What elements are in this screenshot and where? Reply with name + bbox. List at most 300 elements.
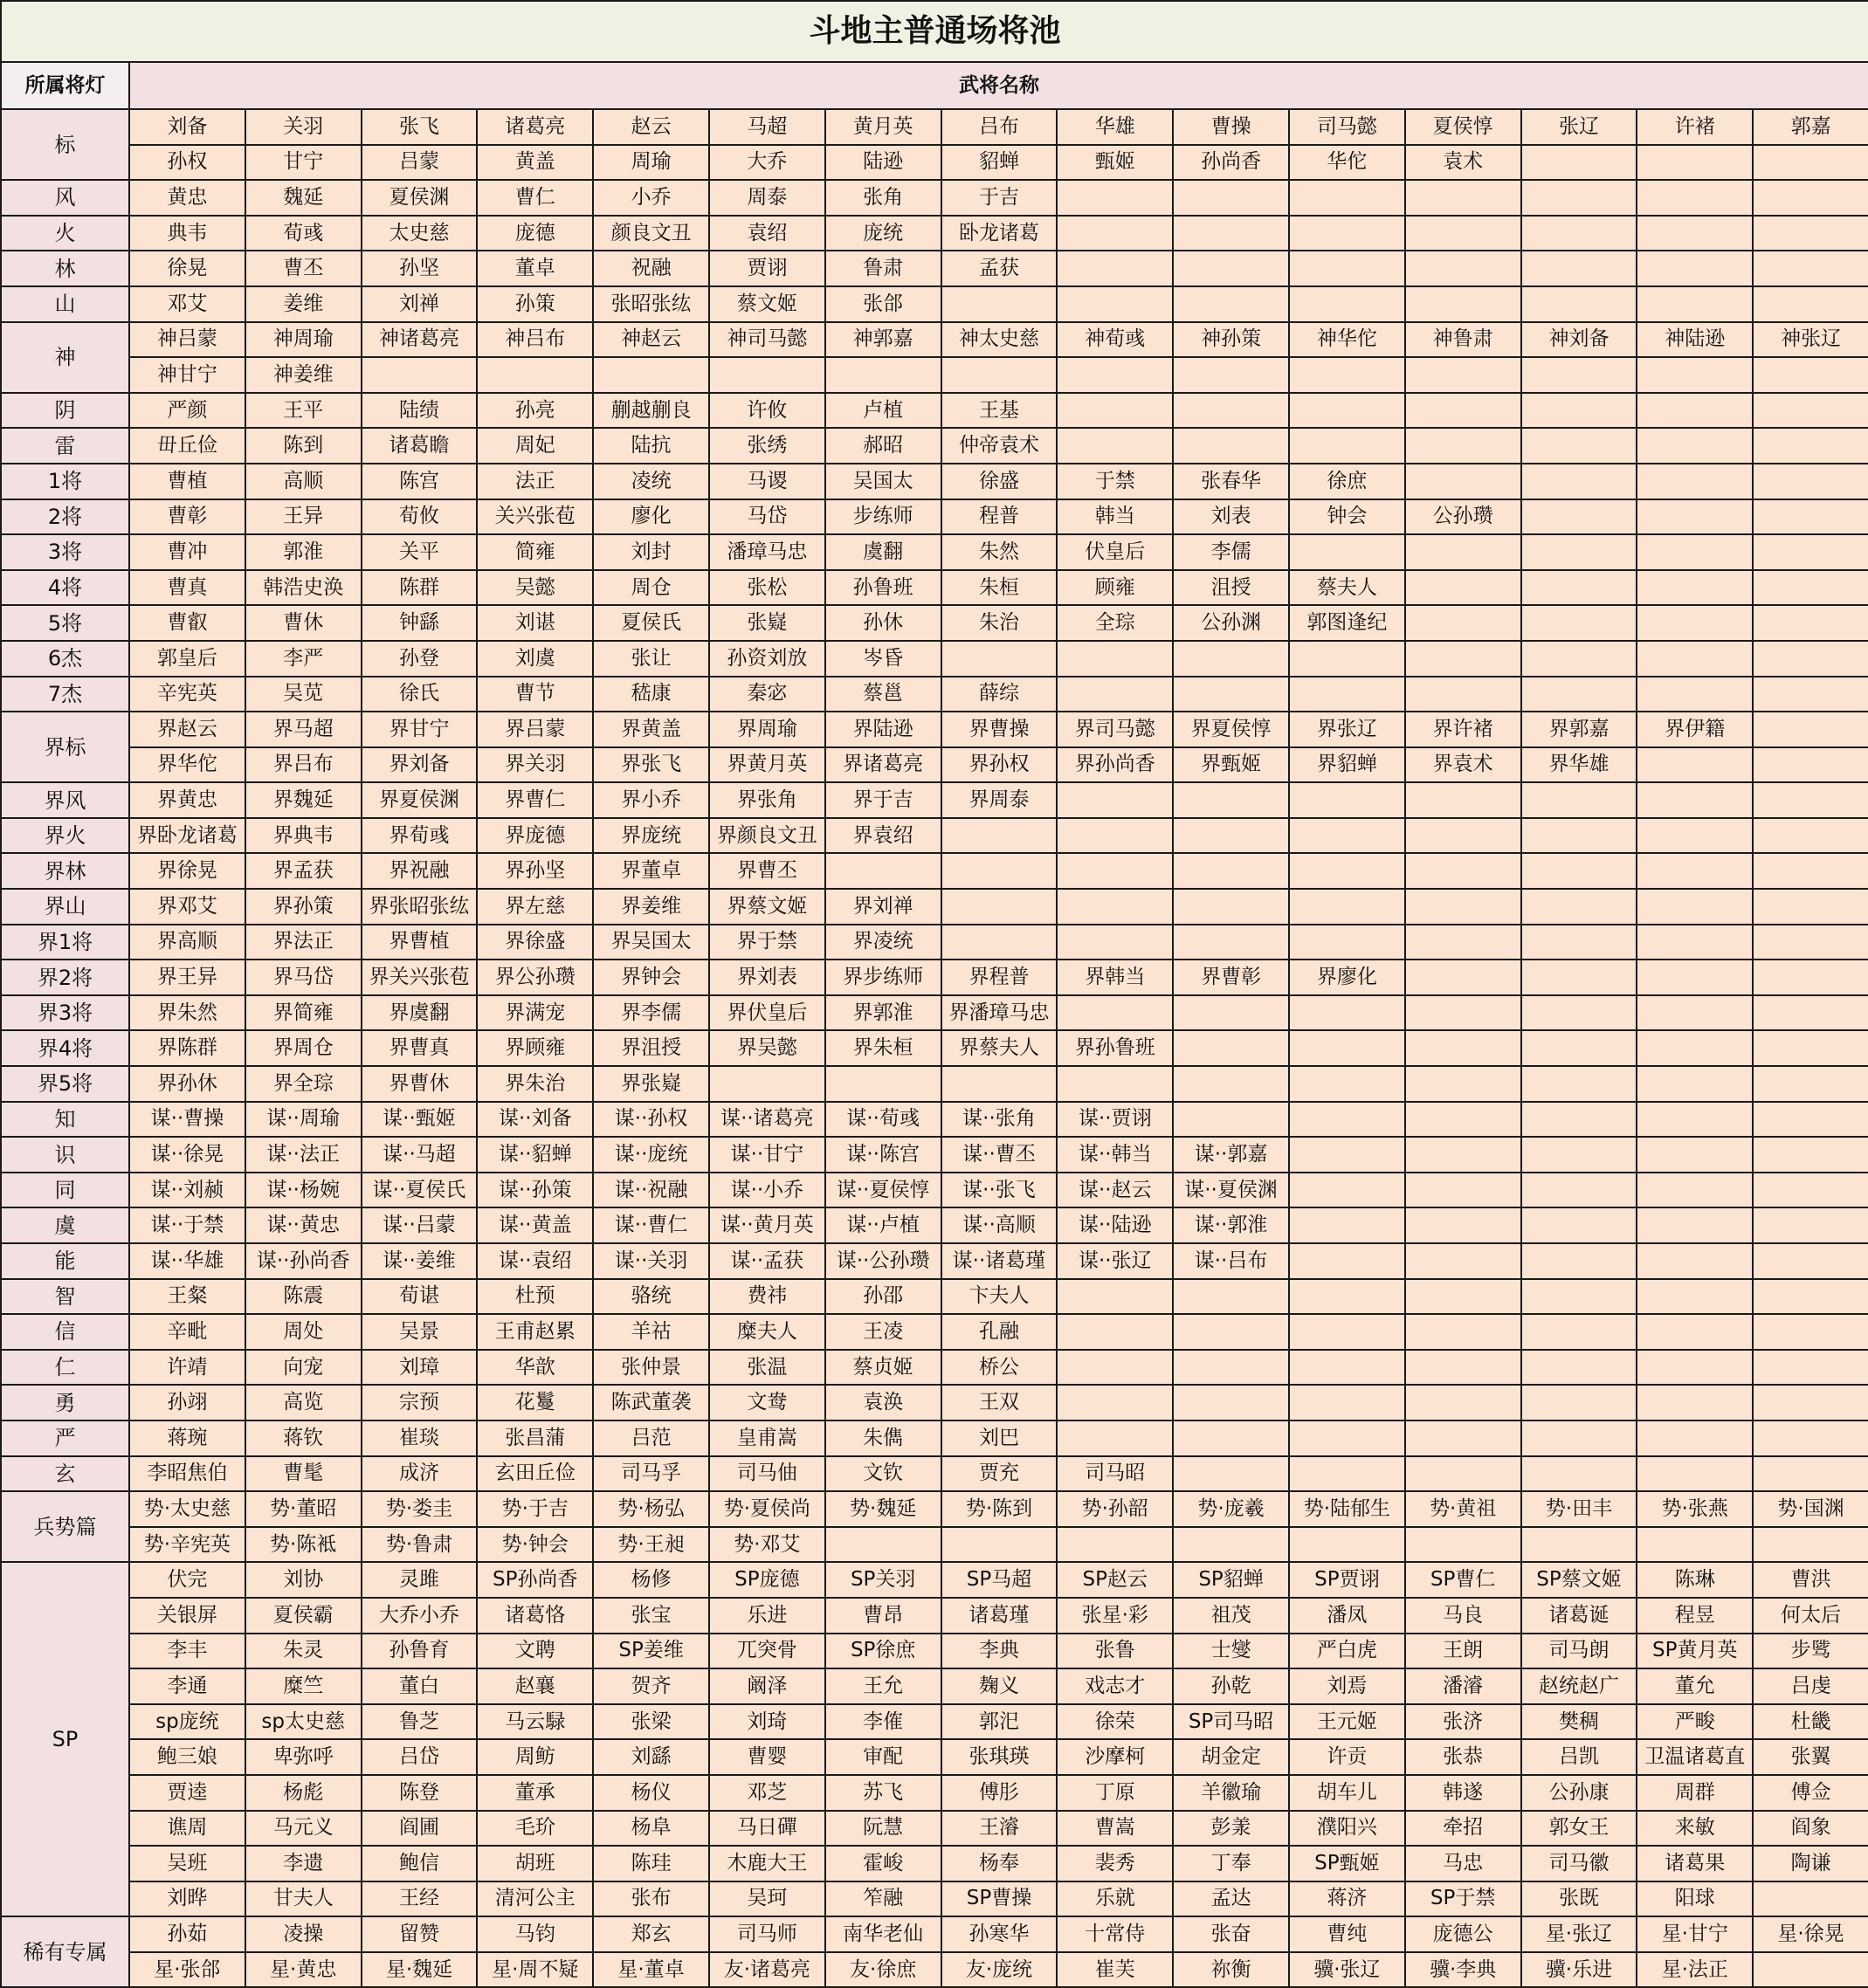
general-cell: 张仲景: [593, 1350, 709, 1386]
general-cell: 神甘宁: [129, 357, 245, 393]
general-cell: 钟会: [1289, 499, 1405, 535]
general-cell: [1057, 889, 1173, 925]
general-cell: 颜良文丑: [593, 216, 709, 251]
general-cell: 谋··华雄: [129, 1243, 245, 1279]
general-cell: 刘虞: [477, 641, 593, 677]
general-cell: [1173, 180, 1289, 216]
general-cell: [1521, 1207, 1637, 1243]
table-row: [1, 1846, 1868, 1881]
general-cell: [1637, 889, 1753, 925]
general-cell: [1521, 1137, 1637, 1173]
general-cell: 吕凯: [1521, 1739, 1637, 1775]
general-cell: 界凌统: [825, 925, 941, 960]
general-cell: [1521, 534, 1637, 570]
general-cell: 曹昂: [825, 1598, 941, 1634]
general-cell: [1289, 1102, 1405, 1138]
general-cell: 界蔡文姬: [709, 889, 825, 925]
table-row: [1, 1739, 1868, 1775]
general-cell: 徐盛: [941, 464, 1058, 499]
general-cell: [1521, 428, 1637, 464]
table-row: [1, 1634, 1868, 1669]
general-cell: [1753, 1385, 1868, 1420]
general-cell: 贾逵: [129, 1775, 245, 1811]
general-cell: [1405, 1243, 1521, 1279]
general-cell: 贾诩: [709, 251, 825, 286]
general-cell: [1173, 995, 1289, 1031]
table-row: [1, 499, 1868, 535]
general-cell: 花鬘: [477, 1385, 593, 1420]
general-cell: 王异: [245, 499, 362, 535]
general-cell: 关银屏: [129, 1598, 245, 1634]
general-cell: 邓芝: [709, 1775, 825, 1811]
general-cell: 曹纯: [1289, 1916, 1405, 1952]
general-cell: 星·周不疑: [477, 1952, 593, 1988]
general-cell: 谋··张飞: [941, 1173, 1058, 1208]
general-cell: [1637, 393, 1753, 429]
general-cell: 张鲁: [1057, 1634, 1173, 1669]
general-cell: 士燮: [1173, 1634, 1289, 1669]
general-cell: [1173, 1350, 1289, 1386]
general-cell: 诸葛果: [1637, 1846, 1753, 1881]
general-cell: 谋··黄忠: [245, 1207, 362, 1243]
general-cell: [1753, 712, 1868, 747]
general-cell: 界甄姬: [1173, 747, 1289, 783]
general-cell: 蒋济: [1289, 1881, 1405, 1917]
general-cell: [1173, 393, 1289, 429]
general-cell: 界貂蝉: [1289, 747, 1405, 783]
sheet-title: 斗地主普通场将池: [1, 1, 1868, 62]
general-cell: [1637, 995, 1753, 1031]
general-cell: 傅佥: [1753, 1775, 1868, 1811]
general-cell: [1405, 251, 1521, 286]
group-label: 信: [1, 1314, 129, 1350]
general-cell: [1405, 428, 1521, 464]
general-cell: 李儒: [1173, 534, 1289, 570]
general-cell: [1521, 1279, 1637, 1315]
general-cell: 谋··甄姬: [362, 1102, 478, 1138]
general-cell: 朱治: [941, 605, 1058, 641]
general-cell: 马云騄: [477, 1704, 593, 1740]
general-cell: 张郃: [825, 286, 941, 322]
general-cell: [1173, 1030, 1289, 1066]
table-row: [1, 1279, 1868, 1315]
general-cell: [1173, 428, 1289, 464]
table-row: [1, 464, 1868, 499]
general-cell: 刘表: [1173, 499, 1289, 535]
general-cell: 界魏延: [245, 782, 362, 818]
general-cell: [1753, 428, 1868, 464]
general-cell: [1753, 1207, 1868, 1243]
table-row: [1, 357, 1868, 393]
general-cell: 张辽: [1521, 109, 1637, 145]
general-cell: 曹仁: [477, 180, 593, 216]
general-cell: 糜竺: [245, 1668, 362, 1704]
table-row: [1, 1527, 1868, 1563]
general-cell: 沮授: [1173, 570, 1289, 606]
table-row: [1, 1491, 1868, 1527]
general-cell: 界黄盖: [593, 712, 709, 747]
general-cell: 界荀彧: [362, 818, 478, 854]
general-cell: 谋··甘宁: [709, 1137, 825, 1173]
general-cell: 清河公主: [477, 1881, 593, 1917]
general-cell: [1521, 925, 1637, 960]
general-cell: 界许褚: [1405, 712, 1521, 747]
general-cell: 界李儒: [593, 995, 709, 1031]
general-cell: 廖化: [593, 499, 709, 535]
table-row: [1, 1881, 1868, 1917]
general-cell: 界孟获: [245, 853, 362, 889]
general-cell: 界满宠: [477, 995, 593, 1031]
general-cell: 黄忠: [129, 180, 245, 216]
general-cell: 马谡: [709, 464, 825, 499]
general-cell: [1173, 677, 1289, 712]
general-cell: 费祎: [709, 1279, 825, 1315]
general-cell: [1753, 1314, 1868, 1350]
general-cell: 姜维: [245, 286, 362, 322]
general-cell: [1753, 216, 1868, 251]
table-row: [1, 1314, 1868, 1350]
general-cell: 友·庞统: [941, 1952, 1058, 1988]
group-label: 同: [1, 1173, 129, 1208]
general-cell: [1637, 1030, 1753, 1066]
general-cell: 吴珂: [709, 1881, 825, 1917]
general-cell: 界袁绍: [825, 818, 941, 854]
table-row: [1, 1916, 1868, 1952]
general-cell: 谋··吕蒙: [362, 1207, 478, 1243]
general-cell: 辛毗: [129, 1314, 245, 1350]
general-cell: [1521, 216, 1637, 251]
general-cell: 李严: [245, 641, 362, 677]
general-cell: 吕岱: [362, 1739, 478, 1775]
general-cell: 势·辛宪英: [129, 1527, 245, 1563]
general-cell: [1753, 1420, 1868, 1456]
general-cell: 神太史慈: [941, 322, 1058, 358]
general-cell: 祝融: [593, 251, 709, 286]
general-cell: 周妃: [477, 428, 593, 464]
general-cell: 卢植: [825, 393, 941, 429]
general-cell: 界黄忠: [129, 782, 245, 818]
general-cell: 祖茂: [1173, 1598, 1289, 1634]
general-cell: 陈群: [362, 570, 478, 606]
general-cell: 界司马懿: [1057, 712, 1173, 747]
general-cell: 王基: [941, 393, 1058, 429]
general-cell: [1289, 818, 1405, 854]
general-cell: [1173, 1385, 1289, 1420]
general-cell: 孙休: [825, 605, 941, 641]
general-cell: 孙茹: [129, 1916, 245, 1952]
group-label: 界1将: [1, 925, 129, 960]
general-cell: 谋··于禁: [129, 1207, 245, 1243]
general-cell: [1173, 853, 1289, 889]
general-cell: 谋··郭嘉: [1173, 1137, 1289, 1173]
general-cell: 谋··周瑜: [245, 1102, 362, 1138]
general-cell: [1753, 1030, 1868, 1066]
general-cell: [1289, 216, 1405, 251]
general-cell: 界曹彰: [1173, 960, 1289, 995]
general-cell: 朱然: [941, 534, 1058, 570]
general-cell: 于吉: [941, 180, 1058, 216]
general-cell: 司马伷: [709, 1456, 825, 1492]
general-cell: 袁术: [1405, 145, 1521, 181]
general-cell: 界刘备: [362, 747, 478, 783]
group-label: 神: [1, 322, 129, 393]
general-cell: 界曹丕: [709, 853, 825, 889]
general-cell: SP徐庶: [825, 1634, 941, 1669]
general-cell: 神张辽: [1753, 322, 1868, 358]
general-cell: [1637, 1243, 1753, 1279]
general-cell: 界袁术: [1405, 747, 1521, 783]
general-cell: 界吕蒙: [477, 712, 593, 747]
general-cell: 灵雎: [362, 1562, 478, 1598]
general-cell: [1753, 1279, 1868, 1315]
general-cell: 赵云: [593, 109, 709, 145]
general-cell: 周泰: [709, 180, 825, 216]
general-cell: [1173, 1456, 1289, 1492]
general-cell: [1405, 1385, 1521, 1420]
general-cell: 界孙休: [129, 1066, 245, 1102]
general-cell: 界关兴张苞: [362, 960, 478, 995]
general-cell: 界董卓: [593, 853, 709, 889]
general-cell: [1753, 1350, 1868, 1386]
general-cell: 嵇康: [593, 677, 709, 712]
general-cell: 南华老仙: [825, 1916, 941, 1952]
general-cell: 曹冲: [129, 534, 245, 570]
general-cell: 界颜良文丑: [709, 818, 825, 854]
group-label: 2将: [1, 499, 129, 535]
general-cell: [1637, 1385, 1753, 1420]
general-cell: 刘焉: [1289, 1668, 1405, 1704]
general-cell: 薛综: [941, 677, 1058, 712]
group-label: 6杰: [1, 641, 129, 677]
general-cell: 伏皇后: [1057, 534, 1173, 570]
general-cell: 曹彰: [129, 499, 245, 535]
general-cell: [1057, 818, 1173, 854]
general-cell: [1637, 428, 1753, 464]
general-cell: [1521, 570, 1637, 606]
table-row: [1, 1385, 1868, 1420]
general-cell: 界周瑜: [709, 712, 825, 747]
general-cell: [1289, 1456, 1405, 1492]
general-cell: 谋··韩当: [1057, 1137, 1173, 1173]
group-label: 兵势篇: [1, 1491, 129, 1562]
general-cell: [1173, 286, 1289, 322]
general-cell: [1405, 1102, 1521, 1138]
general-cell: 濮阳兴: [1289, 1811, 1405, 1847]
general-cell: 何太后: [1753, 1598, 1868, 1634]
general-cell: 谋··徐晃: [129, 1137, 245, 1173]
general-cell: 界简雍: [245, 995, 362, 1031]
general-cell: 势·董昭: [245, 1491, 362, 1527]
general-cell: 界祝融: [362, 853, 478, 889]
general-cell: [1289, 889, 1405, 925]
general-cell: 太史慈: [362, 216, 478, 251]
general-cell: [1637, 641, 1753, 677]
general-cell: 孙策: [477, 286, 593, 322]
general-cell: [1405, 677, 1521, 712]
general-cell: 糜夫人: [709, 1314, 825, 1350]
general-cell: 星·张郃: [129, 1952, 245, 1988]
general-cell: 谋··黄月英: [709, 1207, 825, 1243]
general-cell: SP曹仁: [1405, 1562, 1521, 1598]
group-label: SP: [1, 1562, 129, 1916]
table-row: [1, 889, 1868, 925]
table-row: [1, 1811, 1868, 1847]
general-cell: 曹嵩: [1057, 1811, 1173, 1847]
general-cell: 界曹植: [362, 925, 478, 960]
general-cell: 陈宫: [362, 464, 478, 499]
general-cell: 王元姬: [1289, 1704, 1405, 1740]
general-cell: [1753, 1456, 1868, 1492]
group-label: 仁: [1, 1350, 129, 1386]
general-cell: [1057, 428, 1173, 464]
general-cell: 刘备: [129, 109, 245, 145]
general-cell: 曹真: [129, 570, 245, 606]
general-cell: 界华佗: [129, 747, 245, 783]
general-cell: [1637, 1137, 1753, 1173]
general-cell: 曹髦: [245, 1456, 362, 1492]
general-cell: 界孙权: [941, 747, 1058, 783]
general-cell: 司马朗: [1521, 1634, 1637, 1669]
general-cell: [1405, 605, 1521, 641]
general-cell: [1289, 286, 1405, 322]
general-cell: 界曹休: [362, 1066, 478, 1102]
general-cell: [941, 641, 1058, 677]
general-cell: [1289, 1137, 1405, 1173]
general-cell: 杨修: [593, 1562, 709, 1598]
general-cell: 界王异: [129, 960, 245, 995]
general-cell: [1637, 499, 1753, 535]
group-label: 勇: [1, 1385, 129, 1420]
general-cell: [1637, 1420, 1753, 1456]
general-cell: [825, 357, 941, 393]
general-cell: 董卓: [477, 251, 593, 286]
general-cell: 杨阜: [593, 1811, 709, 1847]
general-cell: 界姜维: [593, 889, 709, 925]
general-cell: 吴苋: [245, 677, 362, 712]
general-cell: [1521, 251, 1637, 286]
general-cell: 吕蒙: [362, 145, 478, 181]
general-cell: 留赞: [362, 1916, 478, 1952]
general-cell: 界马岱: [245, 960, 362, 995]
table-row: [1, 1775, 1868, 1811]
general-cell: 界周泰: [941, 782, 1058, 818]
general-cell: 张松: [709, 570, 825, 606]
general-cell: [1521, 1527, 1637, 1563]
general-cell: 简雍: [477, 534, 593, 570]
general-cell: 李遗: [245, 1846, 362, 1881]
general-cell: 关平: [362, 534, 478, 570]
general-cell: 孙寒华: [941, 1916, 1058, 1952]
general-cell: 界刘禅: [825, 889, 941, 925]
general-cell: SP司马昭: [1173, 1704, 1289, 1740]
general-cell: 赵统赵广: [1521, 1668, 1637, 1704]
general-cell: 王甫赵累: [477, 1314, 593, 1350]
general-cell: 李典: [941, 1634, 1058, 1669]
general-cell: [1405, 216, 1521, 251]
general-cell: 谋··贾诩: [1057, 1102, 1173, 1138]
group-label: 1将: [1, 464, 129, 499]
general-cell: 韩遂: [1405, 1775, 1521, 1811]
group-label: 4将: [1, 570, 129, 606]
general-cell: [1753, 1243, 1868, 1279]
general-cell: 潘璋马忠: [709, 534, 825, 570]
general-cell: 界郭嘉: [1521, 712, 1637, 747]
general-cell: 势·陈袛: [245, 1527, 362, 1563]
general-cell: 卧龙诸葛: [941, 216, 1058, 251]
general-cell: [1289, 641, 1405, 677]
general-cell: 谋··孙权: [593, 1102, 709, 1138]
general-cell: [1289, 1207, 1405, 1243]
general-cell: 界卧龙诸葛: [129, 818, 245, 854]
general-cell: 杜畿: [1753, 1704, 1868, 1740]
header-group-column: 所属将灯: [1, 62, 129, 109]
general-cell: 曹叡: [129, 605, 245, 641]
general-cell: [1753, 357, 1868, 393]
general-cell: 陈震: [245, 1279, 362, 1315]
general-cell: [1521, 1066, 1637, 1102]
general-cell: 友·徐庶: [825, 1952, 941, 1988]
general-cell: 界吴懿: [709, 1030, 825, 1066]
general-cell: [1521, 1456, 1637, 1492]
general-cell: [1521, 180, 1637, 216]
general-cell: 马岱: [709, 499, 825, 535]
general-cell: [1637, 818, 1753, 854]
general-cell: 曹婴: [709, 1739, 825, 1775]
general-cell: 张翼: [1753, 1739, 1868, 1775]
general-cell: [1173, 251, 1289, 286]
general-cell: 袁涣: [825, 1385, 941, 1420]
table-row: [1, 641, 1868, 677]
general-cell: [1405, 889, 1521, 925]
general-cell: 阚泽: [709, 1668, 825, 1704]
general-cell: 郭图逢纪: [1289, 605, 1405, 641]
general-cell: 于禁: [1057, 464, 1173, 499]
general-cell: 王朗: [1405, 1634, 1521, 1669]
general-cell: [1405, 995, 1521, 1031]
general-cell: 司马懿: [1289, 109, 1405, 145]
general-cell: 陆绩: [362, 393, 478, 429]
general-cell: 刘晔: [129, 1881, 245, 1917]
header-names-column: 武将名称: [129, 62, 1868, 109]
general-cell: 岑昏: [825, 641, 941, 677]
general-cell: 貂蝉: [941, 145, 1058, 181]
general-cell: [941, 1066, 1058, 1102]
general-cell: 谋··郭淮: [1173, 1207, 1289, 1243]
general-cell: 界钟会: [593, 960, 709, 995]
general-cell: 贺齐: [593, 1668, 709, 1704]
general-cell: 谋··黄盖: [477, 1207, 593, 1243]
general-cell: [362, 357, 478, 393]
general-cell: 骥·乐进: [1521, 1952, 1637, 1988]
general-cell: 神鲁肃: [1405, 322, 1521, 358]
general-cell: 吴班: [129, 1846, 245, 1881]
general-cell: 界徐盛: [477, 925, 593, 960]
general-cell: [1521, 889, 1637, 925]
general-cell: [1405, 960, 1521, 995]
table-row: [1, 712, 1868, 747]
group-label: 界标: [1, 712, 129, 782]
general-cell: [1753, 1102, 1868, 1138]
general-cell: 界张昭张纮: [362, 889, 478, 925]
general-cell: 张昌蒲: [477, 1420, 593, 1456]
general-cell: 鲁芝: [362, 1704, 478, 1740]
general-cell: [1521, 286, 1637, 322]
general-cell: 谋··姜维: [362, 1243, 478, 1279]
general-cell: 张济: [1405, 1704, 1521, 1740]
general-cell: [1521, 641, 1637, 677]
general-cell: 谋··孙尚香: [245, 1243, 362, 1279]
general-cell: 阎象: [1753, 1811, 1868, 1847]
